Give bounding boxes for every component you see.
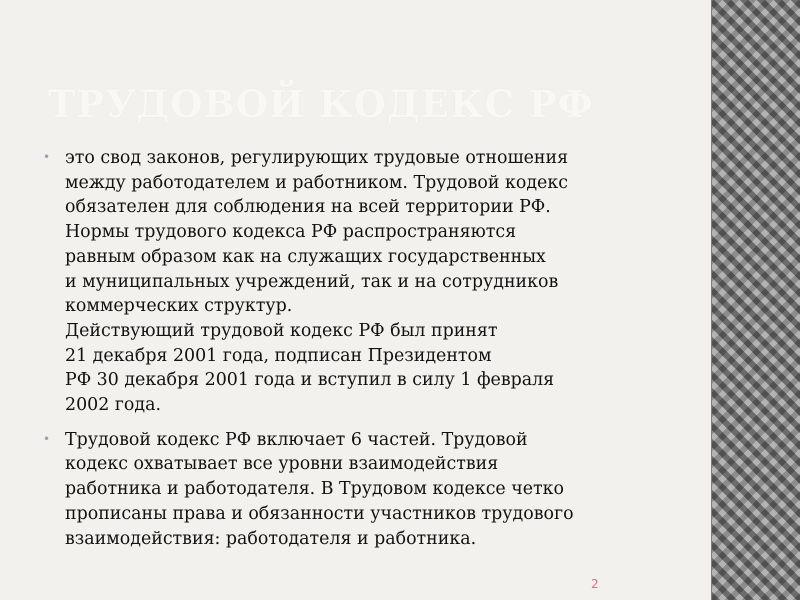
bullet-item <box>43 146 697 418</box>
bullet-item <box>43 428 697 552</box>
bullet-text: Трудовой кодекс РФ включает 6 частей. Трудовой кодекс охватывает все уровни взаимодействия работника и работодателя. В Трудовом кодексе четко прописаны права и обязанности участников трудового взаимодействия: работодателя и работника. <box>65 429 574 549</box>
bullet-text: это свод законов, регулирующих трудовые отношения между работодателем и работником. Трудовой кодекс обязателен для соблюдения на всей территории РФ. Нормы трудового кодекса РФ распространяются равным образом как на служащих государственных и муниципальных учреждений, так и на сотрудников коммерческих структур. Действующий трудовой кодекс РФ был принят 21 декабря 2001 года, подписан Президентом РФ 30 декабря 2001 года и вступил в силу 1 февраля 2002 года. <box>65 148 569 416</box>
page-number: 2 <box>591 577 599 591</box>
slide-title: ТРУДОВОЙ КОДЕКС РФ <box>48 82 594 126</box>
bullet-dot-icon: • <box>43 150 51 164</box>
bullet-list <box>43 146 697 561</box>
decorative-side-pattern <box>711 0 800 600</box>
bullet-dot-icon: • <box>43 431 51 446</box>
